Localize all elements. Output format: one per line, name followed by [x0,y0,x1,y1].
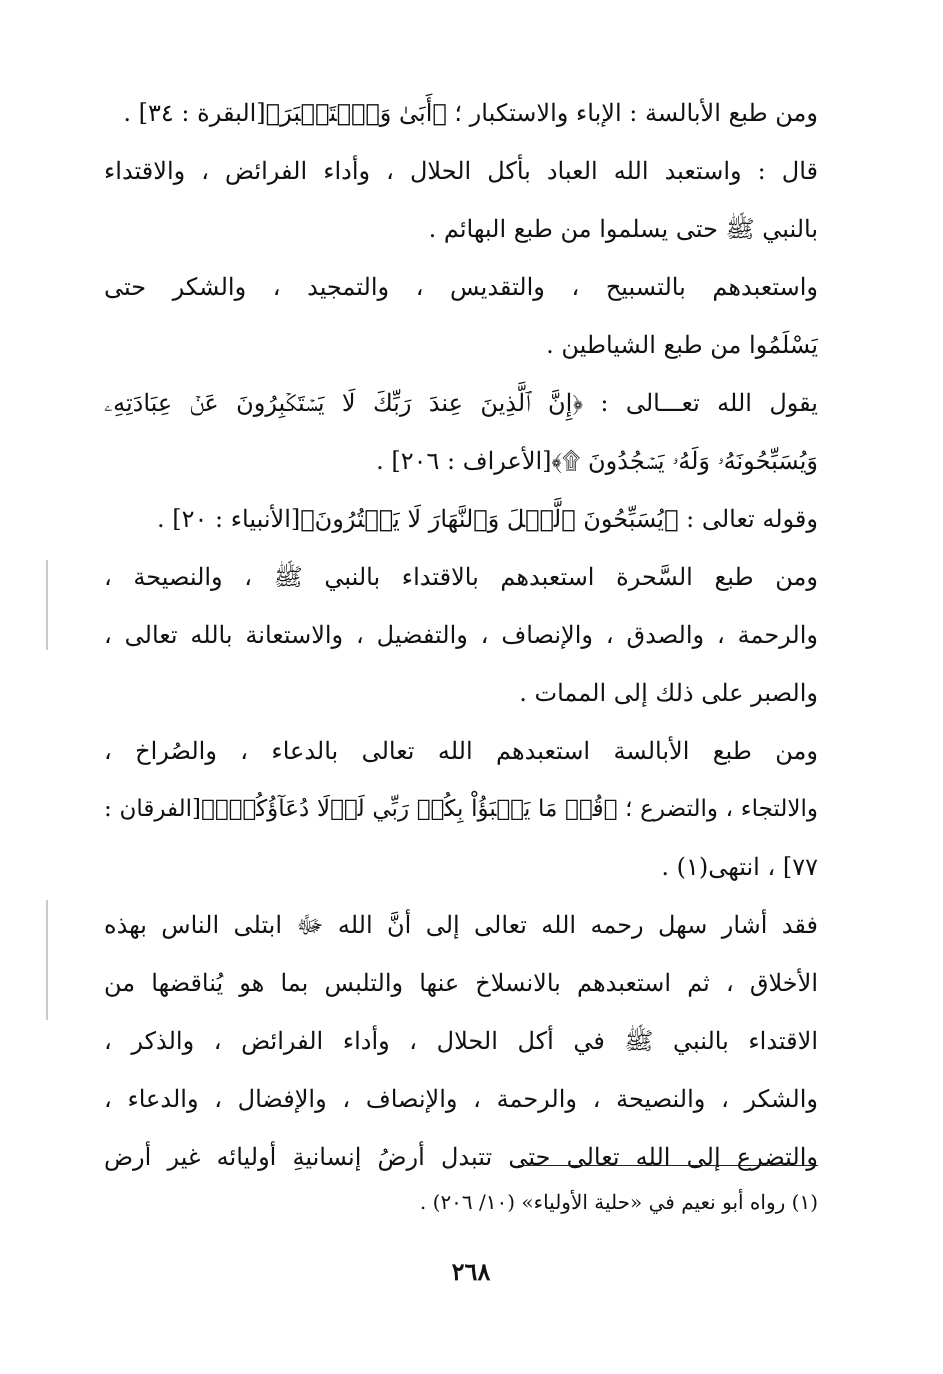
text-line: ٧٧] ، انتهى(١) . [661,853,818,881]
text-line: ومن طبع الأبالسة استعبدهم الله تعالى بالدعاء ، والصُراخ ، [104,737,818,765]
scan-edge-mark [46,560,48,650]
scan-edge-mark [46,900,48,1020]
text-line: يَسْلَمُوا من طبع الشياطين . [546,331,818,359]
text-line: وقوله تعالى : ﴿يُسَبِّحُونَ ٱلَّيۡلَ وَٱلنَّهَارَ لَا يَفۡتُرُونَ﴾[الأنبياء : ٢٠] . [157,505,818,533]
body-text [104,84,818,1186]
text-line: ومن طبع الأبالسة : الإباء والاستكبار ؛ ﴿أَبَىٰ وَٱسۡتَكۡبَرَ﴾[البقرة : ٣٤] . [123,99,818,127]
text-line: الاقتداء بالنبي ﷺ في أكل الحلال ، وأداء الفرائض ، والذكر ، [104,1027,818,1055]
footnote: (١) رواه أبو نعيم في «حلية الأولياء» (١٠/ ٢٠٦) . [419,1190,818,1214]
text-line: بالنبي ﷺ حتى يسلموا من طبع البهائم . [428,215,818,243]
text-line: يقول الله تعـــالى : ﴿إِنَّ ٱلَّذِينَ عِندَ رَبِّكَ لَا يَسۡتَكۡبِرُونَ عَنۡ عِبَادَتِهِۦ [104,389,818,417]
text-line: والشكر ، والنصيحة ، والرحمة ، والإنصاف ، والإفضال ، والدعاء ، [104,1085,818,1113]
text-line: والصبر على ذلك إلى الممات . [519,679,818,707]
text-line: وَيُسَبِّحُونَهُۥ وَلَهُۥ يَسۡجُدُونَ ۩﴾[الأعراف : ٢٠٦] . [376,447,818,475]
text-line: الأخلاق ، ثم استعبدهم بالانسلاخ عنها والتلبس بما هو يُناقضها من [104,969,818,997]
text-line: والالتجاء ، والتضرع ؛ ﴿قُلۡ مَا يَعۡبَؤُاْ بِكُمۡ رَبِّي لَوۡلَا دُعَآؤُكُمۡۖ﴾[الفرقان : [104,796,818,822]
page-number: ٢٦٨ [451,1257,491,1286]
footnote-separator [518,1165,818,1166]
text-line: والتضرع إلى الله تعالى حتى تتبدل أرضُ إنسانيةِ أوليائه غير أرض [104,1143,818,1171]
text-line: والرحمة ، والصدق ، والإنصاف ، والتفضيل ، والاستعانة بالله تعالى ، [104,621,818,649]
text-line: ومن طبع السَّحرة استعبدهم بالاقتداء بالنبي ﷺ ، والنصيحة ، [104,563,818,591]
text-line: واستعبدهم بالتسبيح ، والتقديس ، والتمجيد ، والشكر حتى [104,273,818,301]
text-line: قال : واستعبد الله العباد بأكل الحلال ، وأداء الفرائض ، والاقتداء [104,157,818,185]
text-line: فقد أشار سهل رحمه الله تعالى إلى أنَّ الله ﷻ ابتلى الناس بهذه [104,911,818,939]
